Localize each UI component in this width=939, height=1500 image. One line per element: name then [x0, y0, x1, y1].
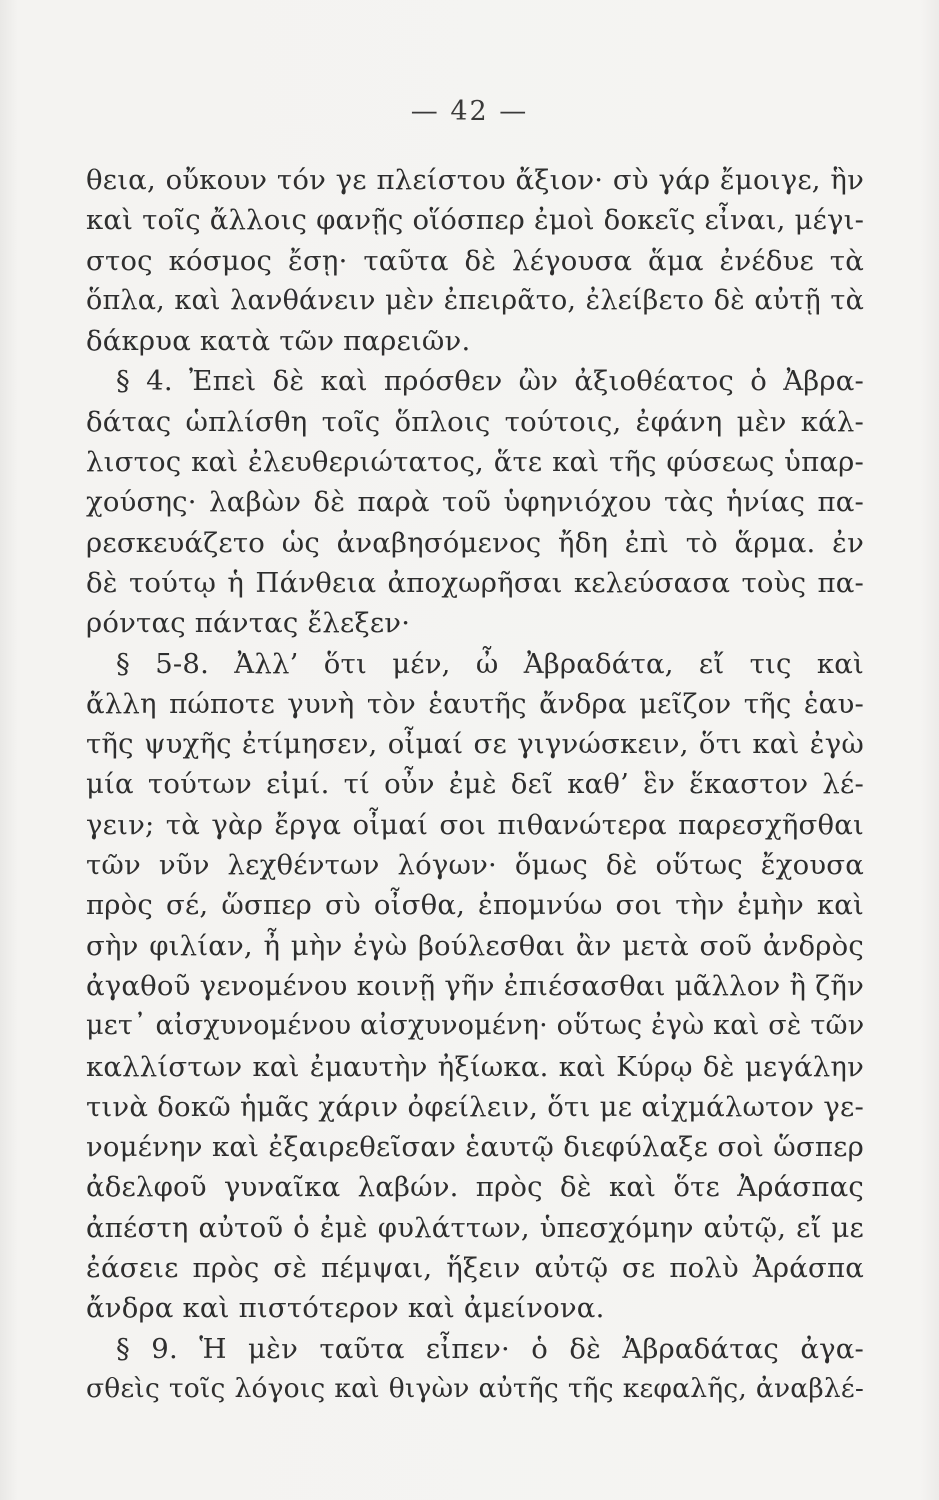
text-line: ἄνδρα καὶ πιστότερον καὶ ἀμείνονα.: [86, 1292, 605, 1325]
section-heading-line: § 4. Ἐπεὶ δὲ καὶ πρόσθεν ὢν ἀξιοθέατος ὁ Ἀβρα-: [116, 365, 864, 398]
page-number: — 42 —: [410, 96, 529, 127]
text-line: ἀδελφοῦ γυναῖκα λαβών. πρὸς δὲ καὶ ὅτε Ἀράσπας: [86, 1171, 864, 1204]
text-line: μετ᾽ αἰσχυνομένου αἰσχυνομένη· οὕτως ἐγὼ καὶ σὲ τῶν: [86, 1010, 865, 1042]
section-heading-line: § 9. Ἡ μὲν ταῦτα εἶπεν· ὁ δὲ Ἀβραδάτας ἀγα-: [116, 1332, 864, 1365]
body-text: [86, 160, 864, 1409]
text-line: τινὰ δοκῶ ἡμᾶς χάριν ὀφείλειν, ὅτι με αἰχμάλωτον γε-: [86, 1090, 864, 1123]
text-line: μία τούτων εἰμί. τί οὖν ἐμὲ δεῖ καθ’ ἓν ἕκαστον λέ-: [86, 768, 864, 801]
text-line: χούσης· λαβὼν δὲ παρὰ τοῦ ὑφηνιόχου τὰς ἡνίας πα-: [86, 486, 864, 519]
text-line: ρεσκευάζετο ὡς ἀναβησόμενος ἤδη ἐπὶ τὸ ἅρμα. ἐν: [86, 526, 864, 559]
text-line: γειν; τὰ γὰρ ἔργα οἶμαί σοι πιθανώτερα παρεσχῆσθαι: [86, 808, 864, 841]
section-heading-line: § 5-8. Ἀλλ’ ὅτι μέν, ὦ Ἀβραδάτα, εἴ τις καὶ: [116, 647, 864, 680]
text-line: ἀγαθοῦ γενομένου κοινῇ γῆν ἐπιέσασθαι μᾶλλον ἢ ζῆν: [86, 969, 864, 1002]
text-line: καλλίστων καὶ ἐμαυτὴν ἠξίωκα. καὶ Κύρῳ δὲ μεγάλην: [86, 1050, 864, 1083]
text-line: δάτας ὡπλίσθη τοῖς ὅπλοις τούτοις, ἐφάνη μὲν κάλ-: [86, 405, 864, 438]
text-line: τῶν νῦν λεχθέντων λόγων· ὅμως δὲ οὕτως ἔχουσα: [86, 849, 864, 882]
text-line: νομένην καὶ ἐξαιρεθεῖσαν ἑαυτῷ διεφύλαξε σοὶ ὥσπερ: [86, 1131, 864, 1164]
text-line: σὴν φιλίαν, ἦ μὴν ἐγὼ βούλεσθαι ἂν μετὰ σοῦ ἀνδρὸς: [86, 929, 864, 962]
text-line: δὲ τούτῳ ἡ Πάνθεια ἀποχωρῆσαι κελεύσασα τοὺς πα-: [86, 566, 864, 599]
text-line: καὶ τοῖς ἄλλοις φανῇς οἵόσπερ ἐμοὶ δοκεῖς εἶναι, μέγι-: [86, 204, 865, 237]
text-line: ἐάσειε πρὸς σὲ πέμψαι, ἥξειν αὐτῷ σε πολὺ Ἀράσπα: [86, 1252, 864, 1285]
text-line: τῆς ψυχῆς ἐτίμησεν, οἶμαί σε γιγνώσκειν, ὅτι καὶ ἐγὼ: [86, 728, 864, 761]
text-line: σθεὶς τοῖς λόγοις καὶ θιγὼν αὐτῆς τῆς κεφαλῆς, ἀναβλέ-: [86, 1372, 864, 1404]
text-line: λιστος καὶ ἐλευθεριώτατος, ἅτε καὶ τῆς φύσεως ὑπαρ-: [86, 446, 864, 479]
text-line: πρὸς σέ, ὥσπερ σὺ οἶσθα, ἐπομνύω σοι τὴν ἐμὴν καὶ: [86, 889, 864, 922]
text-line: ἄλλη πώποτε γυνὴ τὸν ἑαυτῆς ἄνδρα μεῖζον τῆς ἑαυ-: [86, 687, 864, 720]
text-line: ὅπλα, καὶ λανθάνειν μὲν ἐπειρᾶτο, ἐλείβετο δὲ αὐτῇ τὰ: [86, 284, 864, 316]
text-line: ρόντας πάντας ἔλεξεν·: [86, 607, 411, 640]
text-line: ἀπέστη αὐτοῦ ὁ ἐμὲ φυλάττων, ὑπεσχόμην αὐτῷ, εἴ με: [86, 1211, 864, 1244]
text-line: δάκρυα κατὰ τῶν παρειῶν.: [86, 325, 471, 358]
text-line: στος κόσμος ἔσῃ· ταῦτα δὲ λέγουσα ἅμα ἐνέδυε τὰ: [86, 244, 864, 277]
text-line: θεια, οὔκουν τόν γε πλείστου ἄξιον· σὺ γάρ ἔμοιγε, ἣν: [86, 164, 864, 196]
